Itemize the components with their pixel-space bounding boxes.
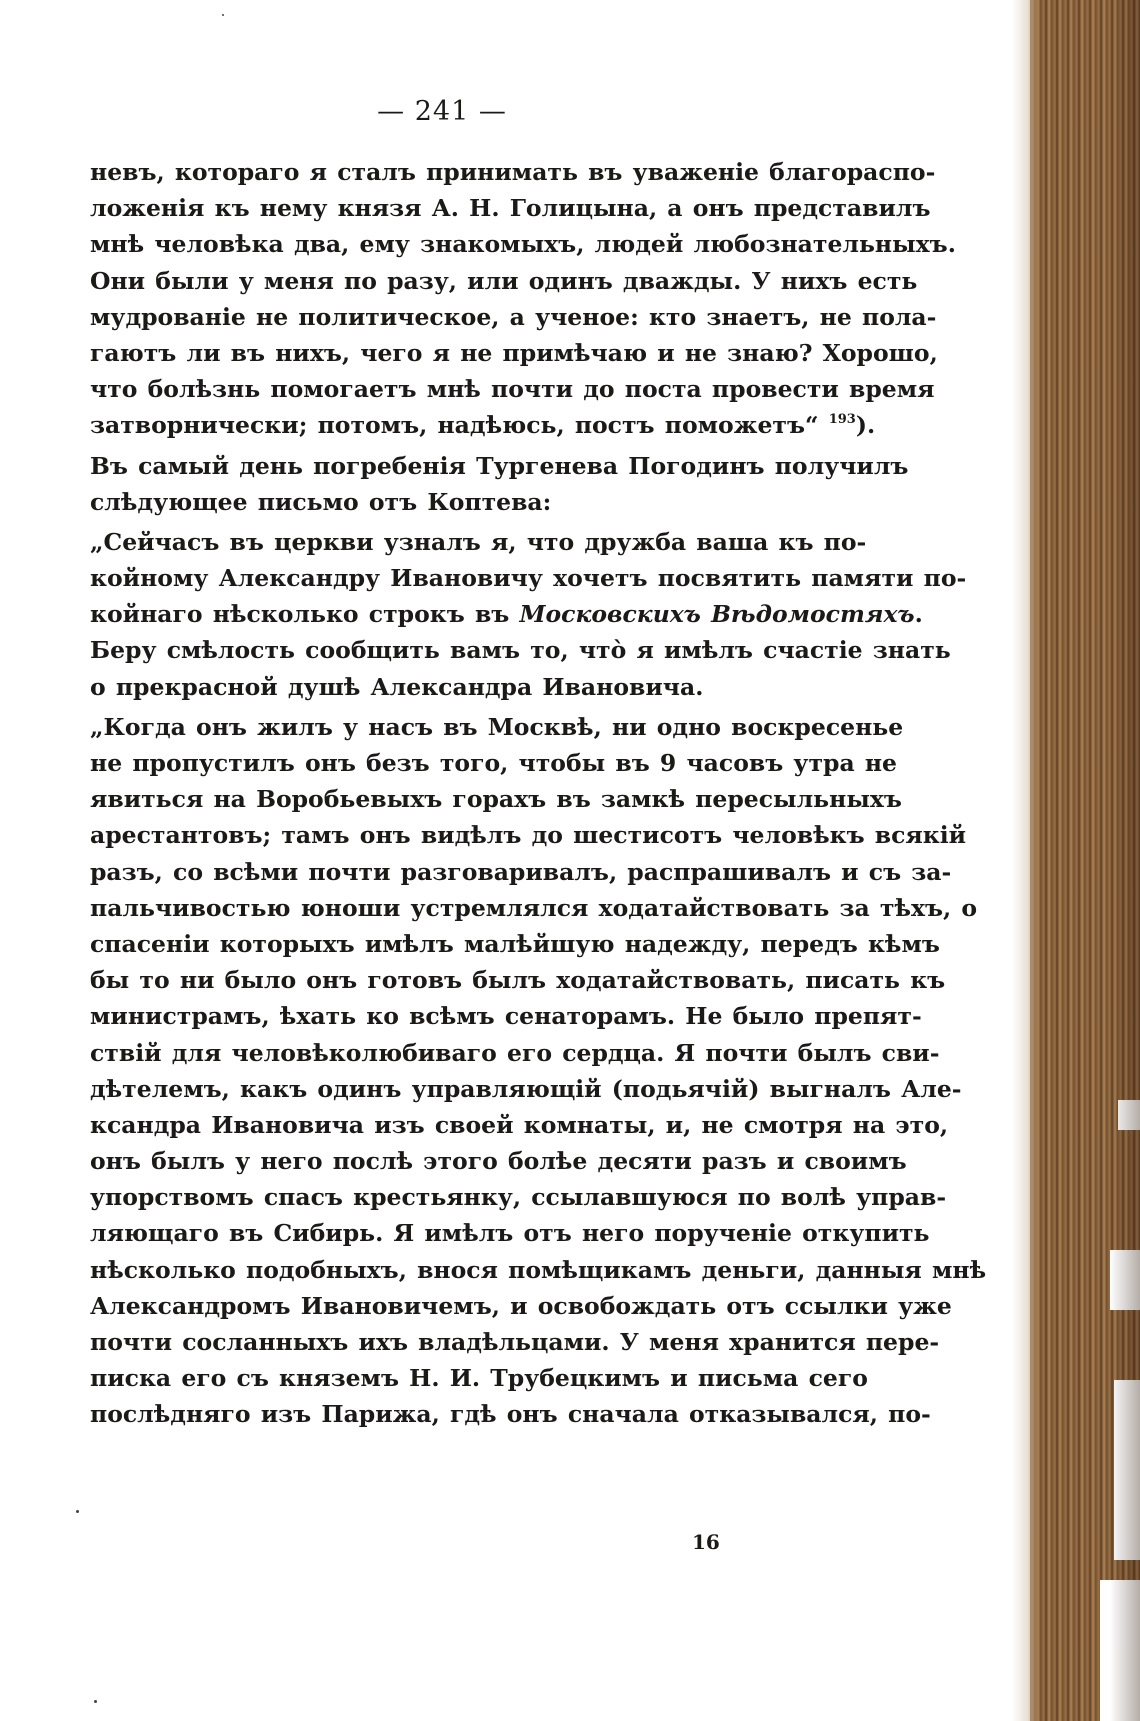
text-line: Александромъ Ивановичемъ, и освобождать отъ ссылки уже: [90, 1291, 952, 1320]
paper-speck: [222, 14, 224, 16]
text-line: разъ, со всѣми почти разговаривалъ, распрашивалъ и съ за-: [90, 857, 952, 886]
text-line: койному Александру Ивановичу хочетъ посвятить памяти по-: [90, 564, 967, 593]
text-line: дѣтелемъ, какъ одинъ управляющій (подьячій) выгналъ Але-: [90, 1074, 962, 1103]
body-text: [90, 154, 987, 1433]
text-span: Въ самый день погребенія Тургенева Погодинъ получилъ: [90, 451, 909, 480]
page-edge-notch: [1118, 1100, 1140, 1130]
text-line: ложенія къ нему князя А. Н. Голицына, а онъ представилъ: [90, 194, 931, 223]
text-span: .: [914, 600, 923, 629]
printer-signature-mark: 16: [692, 1530, 720, 1554]
text-span: затворнически; потомъ, надѣюсь, постъ поможетъ“: [90, 411, 819, 440]
text-line: [90, 448, 909, 484]
text-line: ксандра Ивановича изъ своей комнаты, и, не смотря на это,: [90, 1110, 949, 1139]
text-line: о прекрасной душѣ Александра Ивановича.: [90, 672, 704, 701]
text-line: „Когда онъ жилъ у насъ въ Москвѣ, ни одно воскресенье: [90, 712, 904, 741]
paper-speck: [94, 1700, 97, 1703]
text-line: почти сосланныхъ ихъ владѣльцами. У меня хранится пере-: [90, 1328, 940, 1356]
text-line: гаютъ ли въ нихъ, чего я не примѣчаю и не знаю? Хорошо,: [90, 338, 938, 367]
paper-speck: [76, 1510, 79, 1513]
text-line: мудрованіе не политическое, а ученое: кто знаетъ, не пола-: [90, 302, 937, 331]
text-line: [90, 407, 876, 443]
text-line: „Сейчасъ въ церкви узналъ я, что дружба ваша къ по-: [90, 527, 867, 556]
newspaper-title: Московскихъ Вѣдомостяхъ: [519, 600, 915, 629]
text-line: бы то ни было онъ готовъ былъ ходатайствовать, писать къ: [90, 966, 946, 995]
footnote-reference: 193: [828, 412, 856, 428]
text-line: явиться на Воробьевыхъ горахъ въ замкѣ пересыльныхъ: [90, 785, 902, 814]
text-line: министрамъ, ѣхать ко всѣмъ сенаторамъ. Не было препят-: [90, 1002, 922, 1031]
page-edge-notch: [1100, 1580, 1140, 1721]
text-line: пальчивостью юноши устремлялся ходатайствовать за тѣхъ, о: [90, 893, 978, 922]
page-number-header: — 241 —: [377, 96, 507, 127]
text-line: Беру смѣлость сообщить вамъ то, что̀ я имѣлъ счастіе знать: [90, 636, 951, 665]
page-edge-notch: [1110, 1250, 1140, 1310]
text-line: онъ былъ у него послѣ этого болѣе десяти разъ и своимъ: [90, 1147, 907, 1176]
text-line: слѣдующее письмо отъ Коптева:: [90, 487, 552, 516]
text-line: спасеніи которыхъ имѣлъ малѣйшую надежду, передъ кѣмъ: [90, 929, 940, 958]
text-line: не пропустилъ онъ безъ того, чтобы въ 9 часовъ утра не: [90, 749, 898, 777]
book-page-edge: [1030, 0, 1140, 1721]
text-line: мнѣ человѣка два, ему знакомыхъ, людей любознательныхъ.: [90, 230, 956, 259]
text-line: послѣдняго изъ Парижа, гдѣ онъ сначала отказывался, по-: [90, 1400, 931, 1429]
text-line: упорствомъ спасъ крестьянку, ссылавшуюся по волѣ управ-: [90, 1183, 947, 1212]
text-line: писка его съ княземъ Н. И. Трубецкимъ и письма сего: [90, 1364, 868, 1393]
text-line: ствій для человѣколюбиваго его сердца. Я почти былъ сви-: [90, 1038, 940, 1067]
text-line: Они были у меня по разу, или одинъ дважды. У нихъ есть: [90, 266, 918, 295]
text-line: арестантовъ; тамъ онъ видѣлъ до шестисотъ человѣкъ всякій: [90, 821, 967, 850]
text-line: что болѣзнь помогаетъ мнѣ почти до поста провести время: [90, 375, 935, 404]
text-line: невъ, котораго я сталъ принимать въ уваженіе благораспо-: [90, 158, 936, 186]
text-span: ).: [855, 411, 876, 440]
text-line: нѣсколько подобныхъ, внося помѣщикамъ деньги, данныя мнѣ: [90, 1255, 987, 1284]
text-line: [90, 596, 923, 632]
page-edge-notch: [1114, 1380, 1140, 1560]
text-line: ляющаго въ Сибирь. Я имѣлъ отъ него порученіе откупить: [90, 1219, 930, 1248]
text-span: койнаго нѣсколько строкъ въ: [90, 600, 520, 629]
